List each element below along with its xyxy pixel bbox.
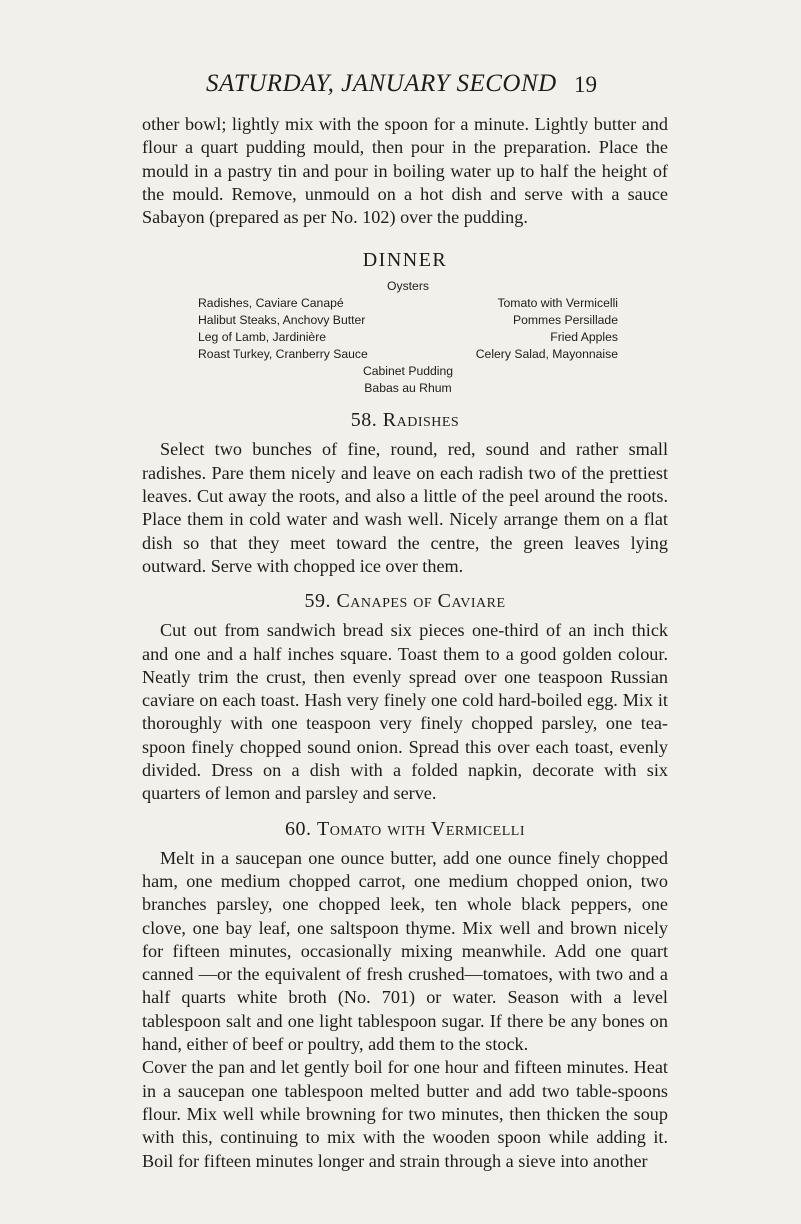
recipe-number: 60. [284,817,312,840]
recipe-title: Tomato with Vermicelli [316,817,526,840]
intro-paragraph: other bowl; lightly mix with the spoon for a minute. Lightly butter and flour a quart pudding mould, then pour in the preparation. Place the mould in a pastry tin and pour in boiling water up to half the height of the mould. Remove, unmould on a hot dish and serve with a sauce Sabayon (prepared as per No. 102) over the pudding. [142,114,668,228]
menu-row [198,278,618,295]
menu-item: Babas au Rhum [364,381,452,396]
menu-item: Oysters [387,279,429,294]
dinner-menu [198,278,618,397]
menu-item: Tomato with Vermicelli [497,296,618,311]
recipe-heading-60 [142,818,668,841]
recipe-title: Canapes of Caviare [336,590,506,613]
recipe-text: Cut out from sandwich bread six pieces one-third of an inch thick and one and a half inches square. Toast them to a good golden colour. Neatly trim the crust, then evenly spread over one teaspoon Russian caviare on each toast. Hash very finely one cold hard-boiled egg. Mix it thoroughly with one teaspoon very finely chopped parsley, one tea-spoon finely chopped sound onion. Spread this over each toast, evenly divided. Dress on a dish with a folded napkin, decorate with six quarters of lemon and parsley and serve. [142,620,668,804]
menu-item: Fried Apples [550,330,618,345]
recipe-title: Radishes [382,409,460,432]
recipe-text: Select two bunches of fine, round, red, sound and rather small radishes. Pare them nicely and leave on each radish two of the prettiest leaves. Cut away the roots, and also a little of the peel around the roots. Place them in cold water and wash well. Nicely arrange them on a flat dish so that they meet toward the centre, the green leaves lying outward. Serve with chopped ice over them. [142,439,668,576]
recipe-number: 59. [304,590,331,613]
running-title: SATURDAY, JANUARY SECOND [206,70,557,97]
menu-row [198,312,618,329]
menu-item: Radishes, Caviare Canapé [198,296,344,311]
recipe-heading-58 [142,409,668,432]
menu-row [198,363,618,380]
menu-item: Halibut Steaks, Anchovy Butter [198,313,366,328]
menu-row [198,346,618,363]
recipe-text-continued: Cover the pan and let gently boil for one hour and fifteen minutes. Heat in a saucepan one tablespoon melted butter and add two table-spoons flour. Mix well while browning for two minutes, then thicken the soup with this, continuing to mix with the wooden spoon while adding it. Boil for fifteen minutes longer and strain through a sieve into another [142,1057,668,1171]
menu-item: Pommes Persillade [513,313,618,328]
menu-item: Roast Turkey, Cranberry Sauce [198,347,368,362]
recipe-text: Melt in a saucepan one ounce butter, add one ounce finely chopped ham, one medium chopped carrot, one medium chopped onion, two branches parsley, one chopped leek, ten whole black peppers, one clove, one bay leaf, one saltspoon thyme. Mix well and brown nicely for fifteen minutes, occasionally mixing meanwhile. Add one quart canned —or the equivalent of fresh crushed—tomatoes, with two and a half quarts white broth (No. 701) or water. Season with a level tablespoon salt and one light tablespoon sugar. If there be any bones on hand, either of beef or poultry, add them to the stock. [142,847,668,1055]
running-head [0,70,801,100]
page-number: 19 [574,72,597,97]
menu-item: Leg of Lamb, Jardinière [198,330,327,345]
menu-item: Cabinet Pudding [362,364,454,379]
menu-row [198,295,618,312]
page-content [142,113,668,1173]
menu-row [198,329,618,346]
menu-row [198,380,618,397]
menu-item: Celery Salad, Mayonnaise [475,347,618,362]
recipe-heading-59 [142,590,668,613]
dinner-heading: DINNER [362,249,448,272]
recipe-number: 58. [350,409,378,432]
